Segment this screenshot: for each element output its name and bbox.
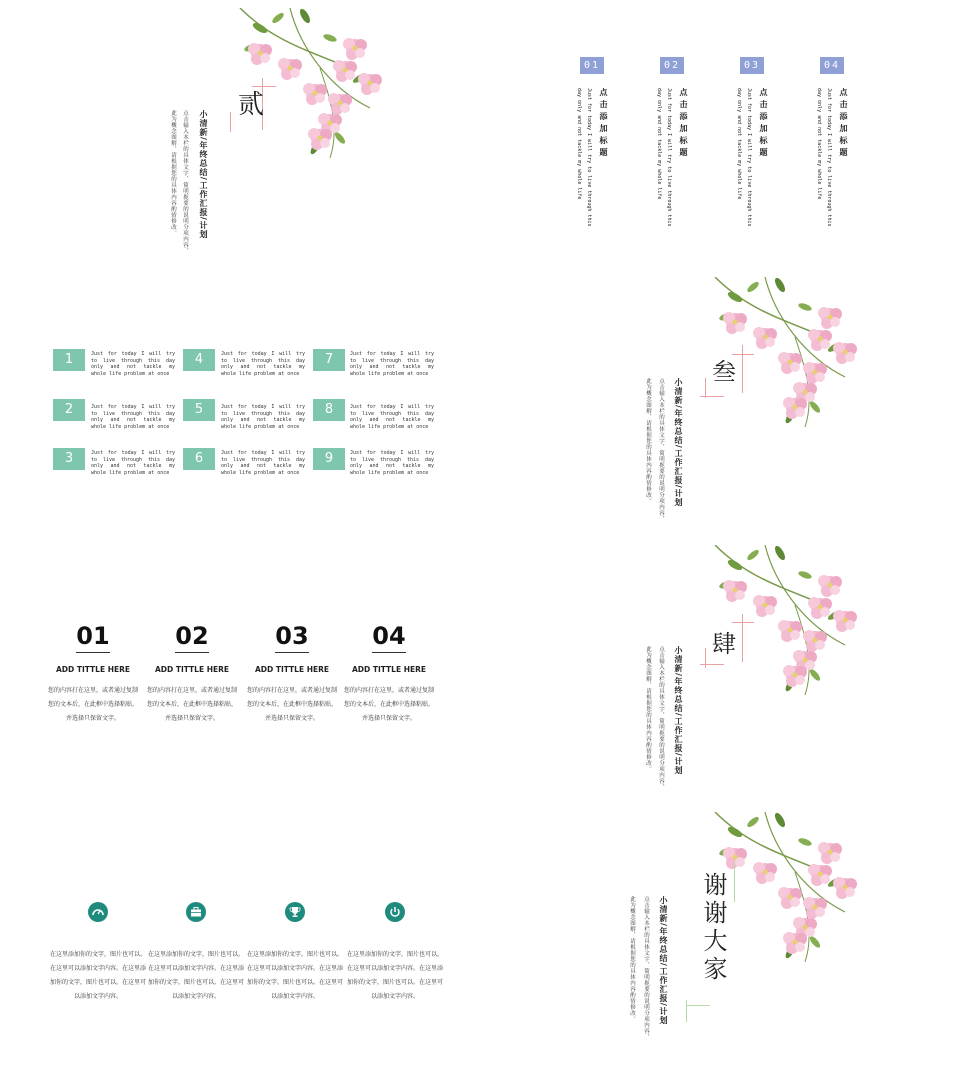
item-desc: 您的内容打在这里，或者通过复制您的文本后，在此框中选择粘贴，并选择只保留文字。	[147, 687, 238, 722]
grid-text: Just for today I will try to live through this day only and not tackle my whole life problem at once	[91, 404, 175, 430]
grid-text: Just for today I will try to live through this day only and not tackle my whole life problem at once	[91, 450, 175, 476]
item-desc: 在这里添加你的文字，图片也可以。在这里可以添加文字内容。在这里添加你的文字，图片也可以。在这里可以添加文字内容。	[247, 951, 344, 1000]
item-desc: 您的内容打在这里，或者通过复制您的文本后，在此框中选择粘贴，并选择只保留文字。	[344, 687, 435, 722]
section-desc: 点击输入本栏的具体文字，简明扼要的说明分项内容，	[182, 110, 188, 254]
briefcase-icon	[186, 902, 206, 922]
section-title: 小清新/年终总结/工作汇报/计划	[199, 110, 208, 239]
section-title: 小清新/年终总结/工作汇报/计划	[674, 646, 683, 775]
section-desc: 此为概念图解，请根据您的具体内容酌情修改。	[645, 646, 651, 772]
accent-line	[705, 648, 706, 668]
column-desc: Just for today I will try to live through this	[586, 88, 592, 227]
grid-number: 9	[313, 448, 345, 470]
grid-text: Just for today I will try to live through this day only and not tackle my whole life problem at once	[91, 351, 175, 377]
section-desc: 此为概念图解，请根据您的具体内容酌情修改。	[170, 110, 176, 236]
column-number: 02	[660, 57, 684, 74]
grid-number: 6	[183, 448, 215, 470]
item-title: ADD TITTLE HERE	[352, 665, 426, 674]
grid-number: 1	[53, 349, 85, 371]
column-title: 点击添加标题	[599, 88, 608, 160]
section-desc: 此为概念图解，请根据您的具体内容酌情修改。	[629, 896, 635, 1022]
grid-number: 5	[183, 399, 215, 421]
trophy-icon	[285, 902, 305, 922]
item-desc: 您的内容打在这里，或者通过复制您的文本后，在此框中选择粘贴，并选择只保留文字。	[247, 687, 338, 722]
item-title: ADD TITTLE HERE	[255, 665, 329, 674]
section-title: 小清新/年终总结/工作汇报/计划	[659, 896, 668, 1025]
section-char: 贰	[238, 90, 265, 120]
column-desc: day only and not tackle my whole life	[576, 88, 582, 200]
grid-number: 4	[183, 349, 215, 371]
column-number: 03	[740, 57, 764, 74]
column-title: 点击添加标题	[839, 88, 848, 160]
column-title: 点击添加标题	[679, 88, 688, 160]
column-desc: day only and not tackle my whole life	[656, 88, 662, 200]
grid-text: Just for today I will try to live through this day only and not tackle my whole life problem at once	[350, 450, 434, 476]
accent-line	[732, 622, 754, 623]
divider	[372, 652, 406, 653]
grid-text: Just for today I will try to live through this day only and not tackle my whole life problem at once	[221, 450, 305, 476]
item-desc: 在这里添加你的文字，图片也可以。在这里可以添加文字内容。在这里添加你的文字，图片也可以。在这里可以添加文字内容。	[148, 951, 245, 1000]
column-desc: day only and not tackle my whole life	[816, 88, 822, 200]
column-desc: day only and not tackle my whole life	[736, 88, 742, 200]
section-desc: 此为概念图解，请根据您的具体内容酌情修改。	[645, 378, 651, 504]
item-title: ADD TITTLE HERE	[155, 665, 229, 674]
accent-line	[734, 862, 735, 902]
divider	[275, 652, 309, 653]
power-icon	[385, 902, 405, 922]
column-desc: Just for today I will try to live through this	[666, 88, 672, 227]
item-desc: 您的内容打在这里，或者通过复制您的文本后，在此框中选择粘贴，并选择只保留文字。	[48, 687, 139, 722]
accent-line	[686, 1000, 687, 1022]
item-desc: 在这里添加你的文字，图片也可以。在这里可以添加文字内容。在这里添加你的文字，图片也可以。在这里可以添加文字内容。	[50, 951, 147, 1000]
item-number: 01	[76, 622, 110, 650]
section-desc: 点击输入本栏的具体文字，简明扼要的说明分项内容，	[643, 896, 649, 1040]
item-number: 04	[372, 622, 406, 650]
gauge-icon	[88, 902, 108, 922]
accent-line	[705, 378, 706, 398]
item-number: 02	[175, 622, 209, 650]
grid-text: Just for today I will try to live through this day only and not tackle my whole life problem at once	[350, 404, 434, 430]
accent-line	[230, 112, 231, 132]
accent-line	[742, 345, 743, 393]
column-number: 04	[820, 57, 844, 74]
column-desc: Just for today I will try to live through this	[746, 88, 752, 227]
section-char: 肆	[712, 630, 736, 658]
item-number: 03	[275, 622, 309, 650]
section-desc: 点击输入本栏的具体文字，简明扼要的说明分项内容，	[658, 646, 664, 790]
accent-line	[700, 664, 724, 665]
item-title: ADD TITTLE HERE	[56, 665, 130, 674]
divider	[175, 652, 209, 653]
flower-decoration	[705, 812, 880, 972]
accent-line	[700, 396, 724, 397]
section-desc: 点击输入本栏的具体文字，简明扼要的说明分项内容，	[658, 378, 664, 522]
item-desc: 在这里添加你的文字，图片也可以。在这里可以添加文字内容。在这里添加你的文字，图片也可以。在这里可以添加文字内容。	[347, 951, 444, 1000]
grid-number: 8	[313, 399, 345, 421]
divider	[76, 652, 110, 653]
section-char: 叁	[712, 358, 736, 386]
accent-line	[686, 1005, 710, 1006]
grid-text: Just for today I will try to live through this day only and not tackle my whole life problem at once	[350, 351, 434, 377]
column-number: 01	[580, 57, 604, 74]
thanks-title: 谢谢大家	[699, 872, 727, 984]
grid-number: 3	[53, 448, 85, 470]
section-title: 小清新/年终总结/工作汇报/计划	[674, 378, 683, 507]
grid-text: Just for today I will try to live through this day only and not tackle my whole life problem at once	[221, 351, 305, 377]
column-title: 点击添加标题	[759, 88, 768, 160]
grid-text: Just for today I will try to live through this day only and not tackle my whole life problem at once	[221, 404, 305, 430]
grid-number: 7	[313, 349, 345, 371]
grid-number: 2	[53, 399, 85, 421]
column-desc: Just for today I will try to live through this	[826, 88, 832, 227]
